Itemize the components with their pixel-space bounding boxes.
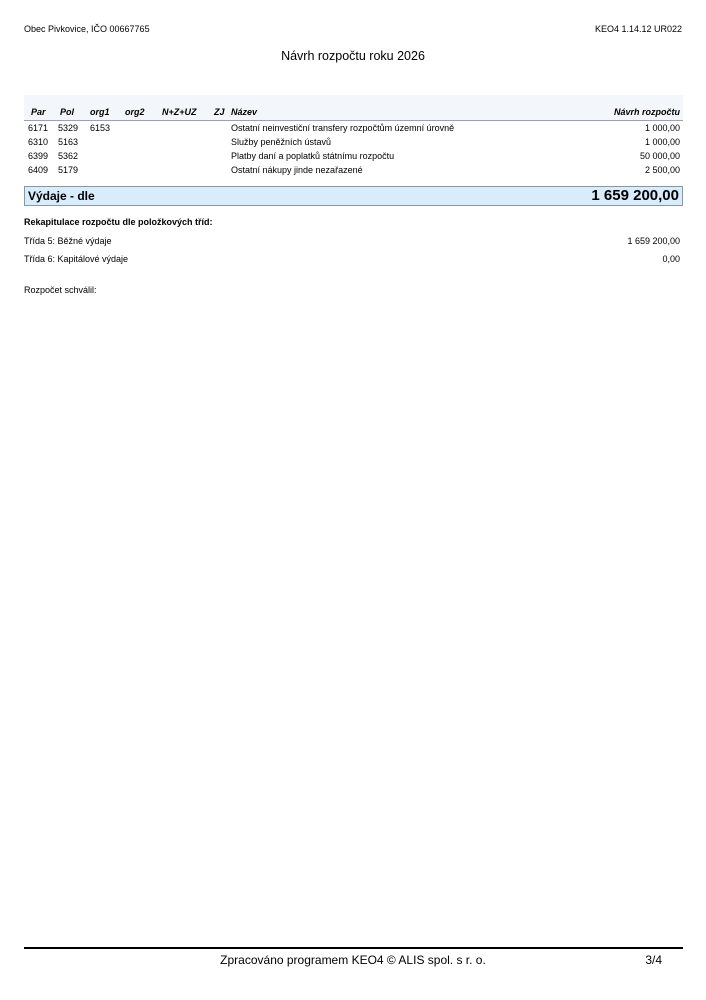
table-row [24,150,683,164]
recap-row [24,254,683,266]
col-zj: ZJ [214,107,225,117]
document-title: Návrh rozpočtu roku 2026 [281,49,425,63]
cell-navrh: 2 500,00 [644,165,680,175]
page-number: 3/4 [645,953,662,967]
col-navrh: Návrh rozpočtu [613,107,680,117]
cell-navrh: 50 000,00 [639,151,680,161]
cell-nazev: Ostatní neinvestiční transfery rozpočtům územní úrovně [231,123,455,133]
cell-nazev: Služby peněžních ústavů [231,137,332,147]
col-pol: Pol [60,107,75,117]
total-label: Výdaje - dle [28,189,95,203]
cell-par: 6171 [28,123,49,133]
approved-by-label: Rozpočet schválil: [24,285,97,295]
col-nzuz: N+Z+UZ [162,107,197,117]
municipality-header: Obec Pivkovice, IČO 00667765 [24,24,150,34]
table-header [24,95,683,121]
cell-nazev: Platby daní a poplatků státnímu rozpočtu [231,151,395,161]
program-version: KEO4 1.14.12 UR022 [594,24,682,34]
expenses-total-bar [24,186,683,206]
col-org1: org1 [90,107,110,117]
recap-label: Třída 5: Běžné výdaje [24,236,112,246]
recap-value: 0,00 [662,254,680,264]
cell-pol: 5329 [58,123,79,133]
cell-nazev: Ostatní nákupy jinde nezařazené [231,165,363,175]
cell-par: 6409 [28,165,49,175]
cell-pol: 5179 [58,165,79,175]
cell-org1: 6153 [90,123,111,133]
table-row [24,122,683,136]
cell-pol: 5163 [58,137,79,147]
col-org2: org2 [125,107,145,117]
table-row [24,164,683,178]
cell-navrh: 1 000,00 [644,123,680,133]
table-row [24,136,683,150]
footer-text: Zpracováno programem KEO4 © ALIS spol. s r. o. [220,953,486,967]
total-value: 1 659 200,00 [591,187,679,204]
col-par: Par [31,107,46,117]
col-nazev: Název [231,107,258,117]
recap-label: Třída 6: Kapitálové výdaje [24,254,129,264]
cell-pol: 5362 [58,151,79,161]
recap-row [24,236,683,248]
recap-value: 1 659 200,00 [627,236,680,246]
cell-par: 6310 [28,137,49,147]
footer-divider [24,947,683,949]
cell-par: 6399 [28,151,49,161]
recap-title: Rekapitulace rozpočtu dle položkových tříd: [24,217,213,227]
cell-navrh: 1 000,00 [644,137,680,147]
